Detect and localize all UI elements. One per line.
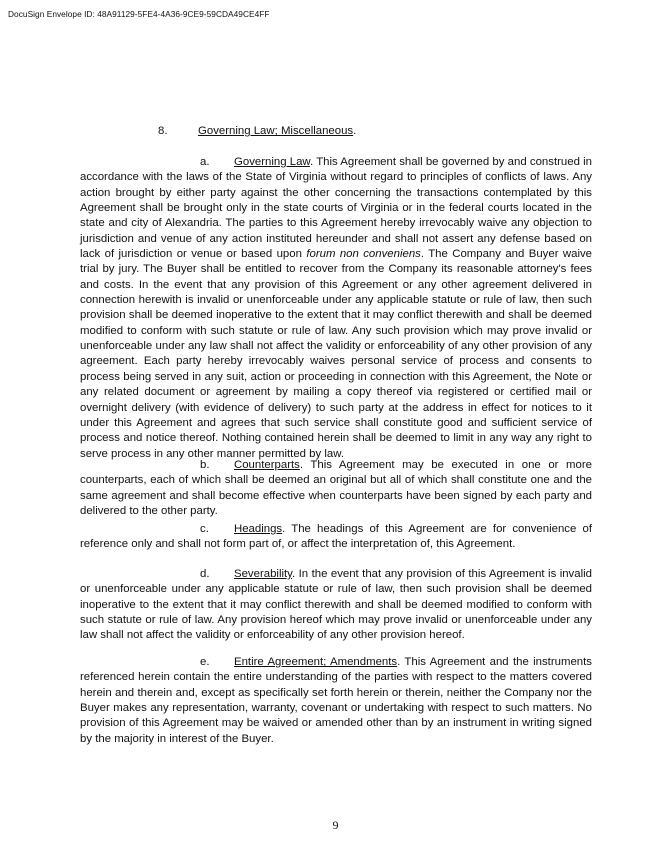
paragraph-severability: [80, 567, 592, 644]
section-title: Governing Law; Miscellaneous: [198, 125, 354, 137]
paragraph-text-continued: . The Company and Buyer waive trial by jury. The Buyer shall be entitled to recover from the Company its reasonable attorney's fees and costs. In the event that any provision of this Agreement or any other agreement delivered in connection herewith is invalid or unenforceable under any applicable statute or rule of law, then such provision shall be deemed inoperative to the extent that it may conflict therewith and shall be deemed modified to conform with such statute or rule of law. Any such provision which may prove invalid or unenforceable under any law shall not affect the validity or enforceability of any other provision of any agreement. Each party hereby irrevocably waives personal service of process and consents to process being served in any suit, action or proceeding in connection with this Agreement, the Note or any related document or agreement by mailing a copy thereof via registered or certified mail or overnight delivery (with evidence of delivery) to such party at the address in effect for notices to it under this Agreement and agrees that such service shall constitute good and sufficient service of process and notice thereof. Nothing contained herein shall be deemed to limit in any way any right to serve process in any other manner permitted by law.: [80, 248, 593, 460]
page-number: 9: [332, 818, 339, 832]
paragraph-label: d.: [200, 568, 210, 580]
paragraph-entire-agreement: [80, 655, 592, 747]
paragraph-governing-law: [80, 155, 592, 462]
paragraph-text: . The headings of this Agreement are for convenience of reference only and shall not form part of, or affect the interpretation of, this Agreement.: [80, 523, 592, 551]
paragraph-label: c.: [200, 523, 209, 535]
paragraph-label: e.: [200, 656, 210, 668]
docusign-envelope-id: DocuSign Envelope ID: 48A91129-5FE4-4A36-9CE9-59CDA49CE4FF: [8, 9, 270, 19]
paragraph-text: . This Agreement shall be governed by and construed in accordance with the laws of the State of Virginia without regard to principles of conflicts of laws. Any action brought by either party against the other concerning the transactions contemplated by this Agreement shall be brought only in the state courts of Virginia or in the federal courts located in the state and city of Alexandria. The parties to this Agreement hereby irrevocably waive any objection to jurisdiction and venue of any action instituted hereunder and shall not assert any defense based on lack of jurisdiction or venue or based upon: [80, 156, 592, 261]
paragraph-text: . This Agreement may be executed in one or more counterparts, each of which shall be deemed an original but all of which shall constitute one and the same agreement and shall become effective when counterparts have been signed by each party and delivered to the other party.: [80, 459, 592, 518]
paragraph-headings: [80, 522, 592, 553]
paragraph-heading: Counterparts: [234, 459, 300, 471]
paragraph-heading: Severability: [234, 568, 293, 580]
paragraph-heading: Headings: [234, 523, 283, 535]
paragraph-label: b.: [200, 459, 210, 471]
section-heading: 8. Governing Law; Miscellaneous.: [158, 125, 357, 137]
paragraph-label: a.: [200, 156, 210, 168]
paragraph-counterparts: [80, 458, 592, 519]
paragraph-italic-term: forum non conveniens: [306, 248, 421, 261]
paragraph-text: . In the event that any provision of this Agreement is invalid or unenforceable under any applicable statute or rule of law, then such provision shall be deemed inoperative to the extent that it may conflict therewith and shall be deemed modified to conform with such statute or rule of law. Any provision hereof which may prove invalid or unenforceable under any law shall not affect the validity or enforceability of any other provision hereof.: [80, 568, 592, 642]
section-number: 8.: [158, 125, 168, 137]
paragraph-heading: Entire Agreement; Amendments: [234, 656, 398, 668]
paragraph-text: . This Agreement and the instruments referenced herein contain the entire understanding of the parties with respect to the matters covered herein and therein and, except as specifically set forth herein or therein, neither the Company nor the Buyer makes any representation, warranty, covenant or undertaking with respect to such matters. No provision of this Agreement may be waived or amended other than by an instrument in writing signed by the majority in interest of the Buyer.: [80, 656, 592, 745]
paragraph-heading: Governing Law: [234, 156, 311, 168]
